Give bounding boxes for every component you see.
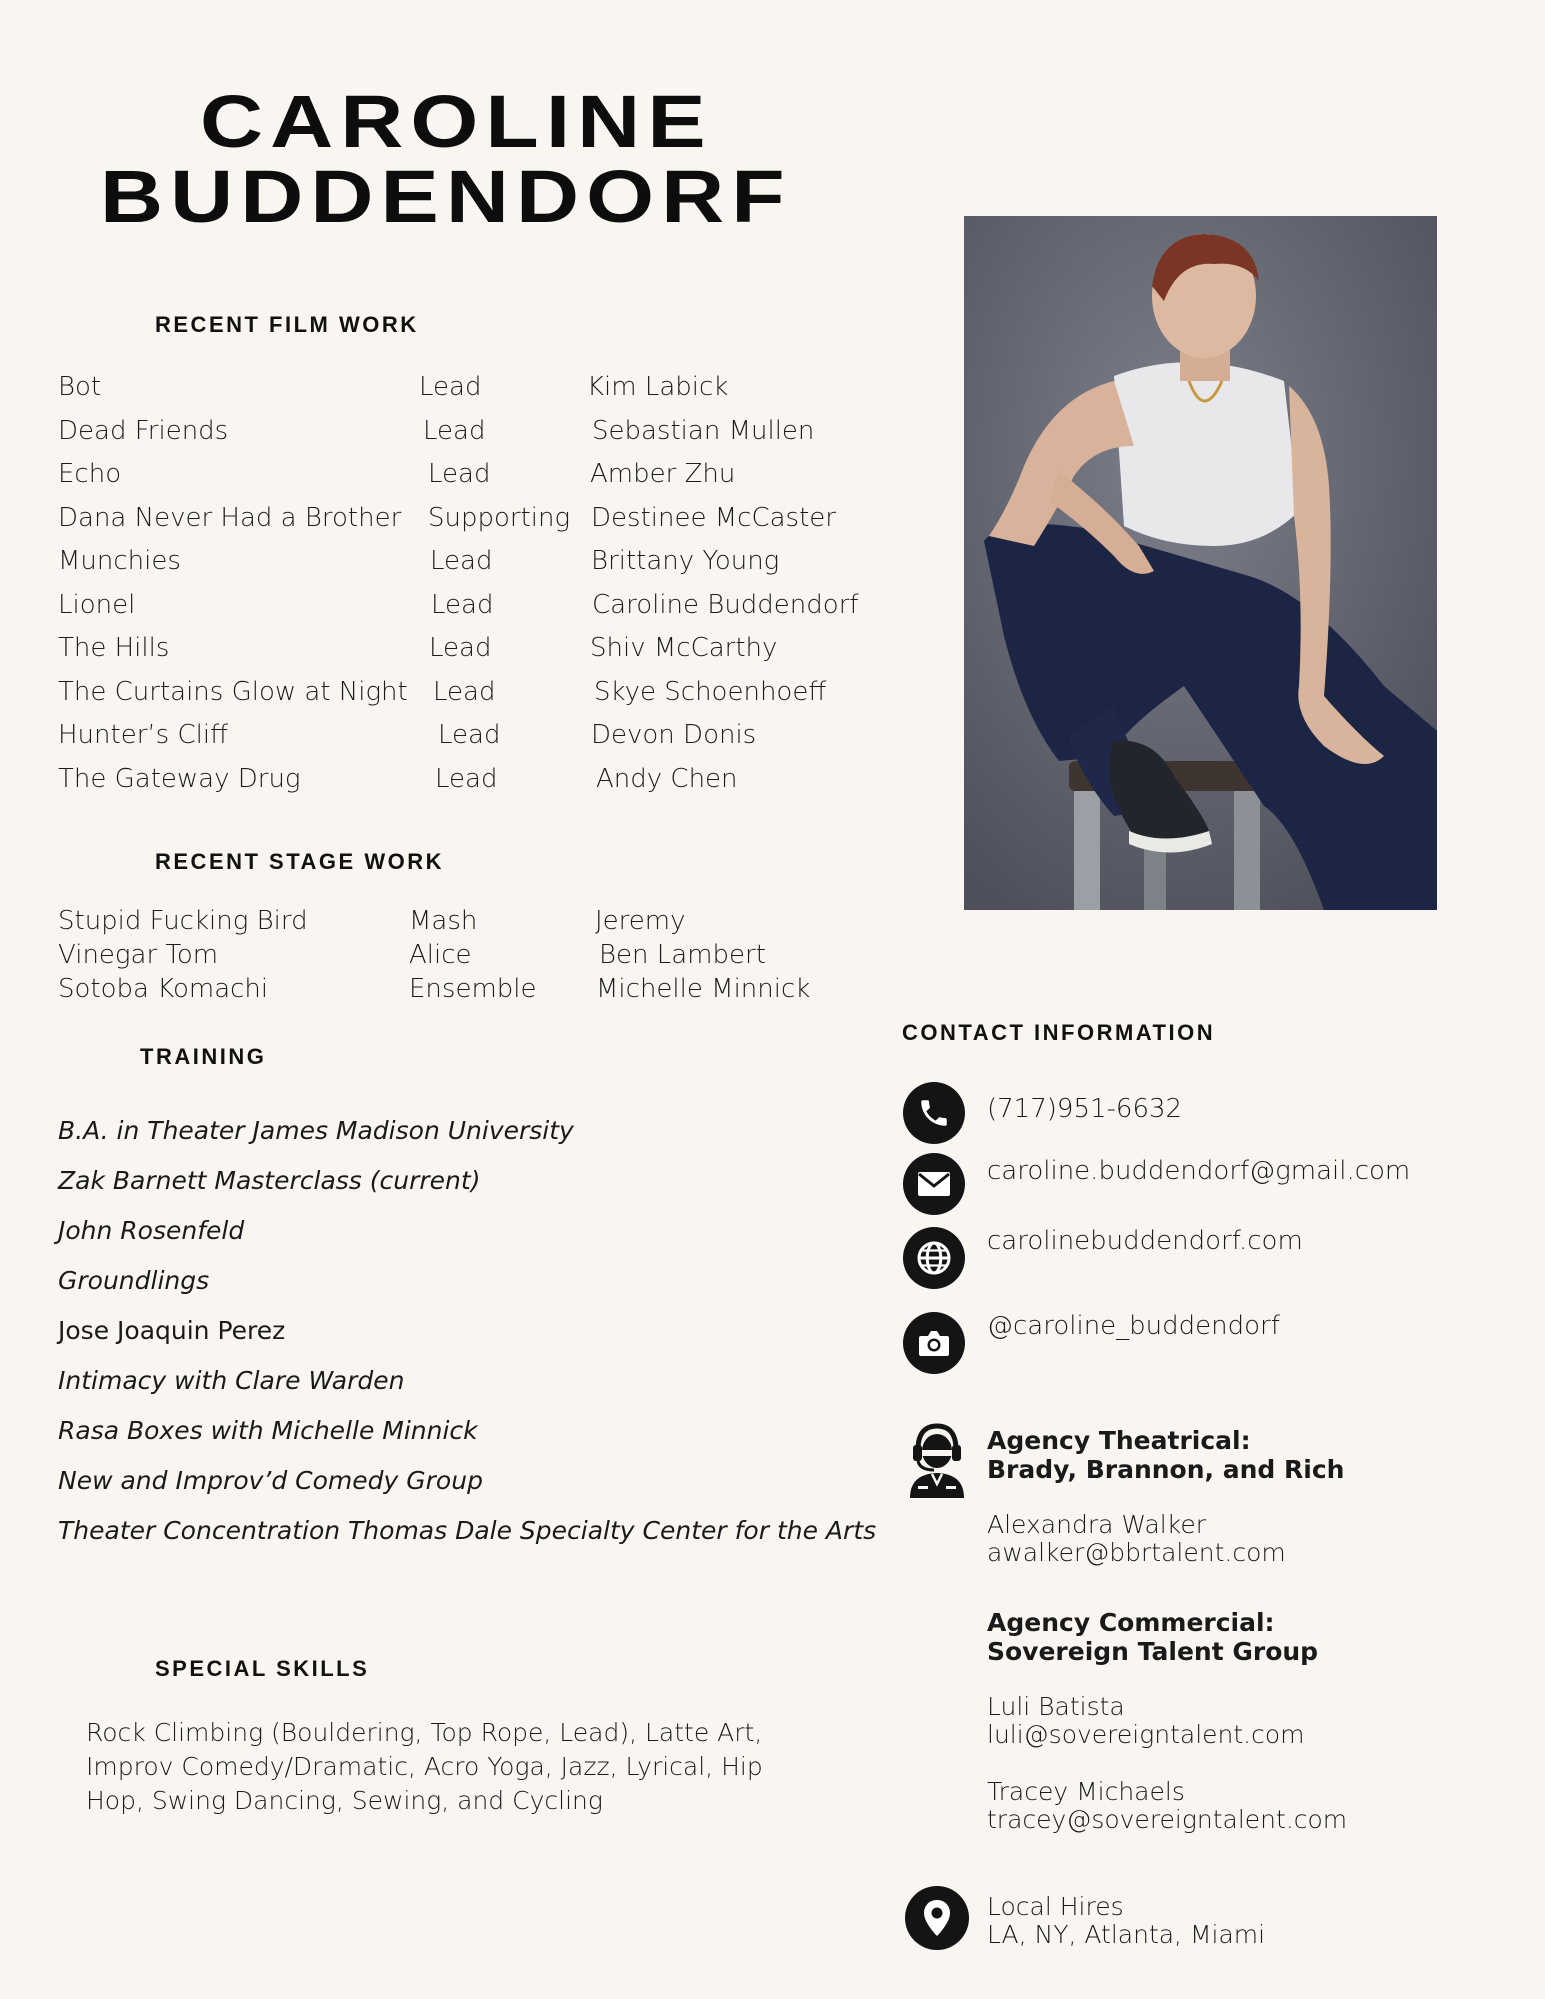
envelope-icon bbox=[903, 1153, 965, 1215]
contact-website[interactable]: carolinebuddendorf.com bbox=[987, 1226, 1303, 1256]
film-director: Destinee McCaster bbox=[591, 503, 836, 533]
film-role: Lead bbox=[438, 720, 501, 750]
film-section-title: RECENT FILM WORK bbox=[155, 312, 419, 337]
agency-theatrical-agent: Alexandra Walker bbox=[987, 1510, 1206, 1539]
film-role: Lead bbox=[433, 677, 496, 707]
stage-director: Ben Lambert bbox=[599, 940, 766, 970]
film-director: Devon Donis bbox=[591, 720, 757, 750]
film-project: The Hills bbox=[58, 633, 170, 663]
training-section-title: TRAINING bbox=[140, 1044, 267, 1069]
agency-commercial-agent: Tracey Michaels bbox=[987, 1777, 1185, 1806]
film-project: Dead Friends bbox=[58, 416, 229, 446]
film-project: Munchies bbox=[58, 546, 181, 576]
camera-icon bbox=[903, 1312, 965, 1374]
film-director: Amber Zhu bbox=[590, 459, 736, 489]
film-role: Lead bbox=[429, 633, 492, 663]
stage-project: Stupid Fucking Bird bbox=[58, 906, 308, 936]
phone-icon bbox=[903, 1082, 965, 1144]
map-pin-icon bbox=[905, 1886, 969, 1950]
film-project: The Gateway Drug bbox=[58, 764, 301, 794]
training-item: B.A. in Theater James Madison University bbox=[58, 1116, 574, 1145]
globe-icon bbox=[903, 1227, 965, 1289]
film-director: Brittany Young bbox=[591, 546, 780, 576]
training-item: Intimacy with Clare Warden bbox=[58, 1366, 405, 1395]
film-director: Kim Labick bbox=[587, 372, 729, 402]
stage-section-title: RECENT STAGE WORK bbox=[155, 849, 444, 874]
skills-section-title: SPECIAL SKILLS bbox=[155, 1656, 370, 1681]
local-hires-cities: LA, NY, Atlanta, Miami bbox=[987, 1920, 1266, 1949]
stage-project: Sotoba Komachi bbox=[58, 974, 269, 1004]
agency-theatrical-email[interactable]: awalker@bbrtalent.com bbox=[987, 1538, 1286, 1567]
stage-project: Vinegar Tom bbox=[58, 940, 219, 970]
stage-role: Alice bbox=[409, 940, 472, 970]
training-item: Jose Joaquin Perez bbox=[58, 1316, 286, 1345]
film-role: Lead bbox=[430, 546, 493, 576]
film-project: Hunter’s Cliff bbox=[58, 720, 228, 750]
film-role: Lead bbox=[419, 372, 482, 402]
agency-commercial-name: Sovereign Talent Group bbox=[987, 1637, 1319, 1666]
agency-theatrical-name: Brady, Brannon, and Rich bbox=[987, 1455, 1345, 1484]
training-item: Rasa Boxes with Michelle Minnick bbox=[58, 1416, 478, 1445]
film-project: Dana Never Had a Brother bbox=[58, 503, 402, 533]
stage-role: Ensemble bbox=[409, 974, 537, 1004]
agency-theatrical-label: Agency Theatrical: bbox=[987, 1426, 1251, 1455]
skills-line: Improv Comedy/Dramatic, Acro Yoga, Jazz, Lyrical, Hip bbox=[86, 1752, 763, 1781]
agent-headset-icon bbox=[906, 1420, 968, 1498]
contact-phone[interactable]: (717)951-6632 bbox=[987, 1094, 1183, 1124]
training-item: Zak Barnett Masterclass (current) bbox=[58, 1166, 481, 1195]
agency-commercial-email[interactable]: luli@sovereigntalent.com bbox=[987, 1720, 1305, 1749]
agency-commercial-label: Agency Commercial: bbox=[987, 1608, 1275, 1637]
headshot-photo bbox=[964, 216, 1437, 910]
contact-section-title: CONTACT INFORMATION bbox=[902, 1020, 1216, 1045]
name-first: CAROLINE bbox=[200, 80, 713, 163]
film-role: Lead bbox=[435, 764, 498, 794]
skills-line: Hop, Swing Dancing, Sewing, and Cycling bbox=[86, 1786, 603, 1815]
film-director: Caroline Buddendorf bbox=[592, 590, 859, 620]
training-item: John Rosenfeld bbox=[58, 1216, 245, 1245]
film-role: Supporting bbox=[428, 503, 571, 533]
skills-line: Rock Climbing (Bouldering, Top Rope, Lead), Latte Art, bbox=[86, 1718, 763, 1747]
agency-commercial-email[interactable]: tracey@sovereigntalent.com bbox=[987, 1805, 1348, 1834]
film-director: Andy Chen bbox=[596, 764, 738, 794]
contact-email[interactable]: caroline.buddendorf@gmail.com bbox=[987, 1156, 1411, 1186]
film-role: Lead bbox=[428, 459, 491, 489]
film-project: Bot bbox=[58, 372, 102, 402]
stage-role: Mash bbox=[409, 906, 478, 936]
film-role: Lead bbox=[431, 590, 494, 620]
contact-instagram[interactable]: @caroline_buddendorf bbox=[987, 1311, 1280, 1341]
film-project: The Curtains Glow at Night bbox=[58, 677, 408, 707]
training-item: Groundlings bbox=[58, 1266, 210, 1295]
film-director: Sebastian Mullen bbox=[592, 416, 815, 446]
film-director: Shiv McCarthy bbox=[590, 633, 778, 663]
film-project: Echo bbox=[58, 459, 122, 489]
stage-director: Jeremy bbox=[595, 906, 686, 936]
agency-commercial-agent: Luli Batista bbox=[987, 1692, 1125, 1721]
training-item: New and Improv’d Comedy Group bbox=[58, 1466, 483, 1495]
film-project: Lionel bbox=[58, 590, 136, 620]
name-last: BUDDENDORF bbox=[100, 155, 792, 238]
film-role: Lead bbox=[423, 416, 486, 446]
local-hires-label: Local Hires bbox=[987, 1892, 1124, 1921]
stage-director: Michelle Minnick bbox=[596, 974, 811, 1004]
training-item: Theater Concentration Thomas Dale Specialty Center for the Arts bbox=[58, 1516, 877, 1545]
film-director: Skye Schoenhoeff bbox=[594, 677, 827, 707]
